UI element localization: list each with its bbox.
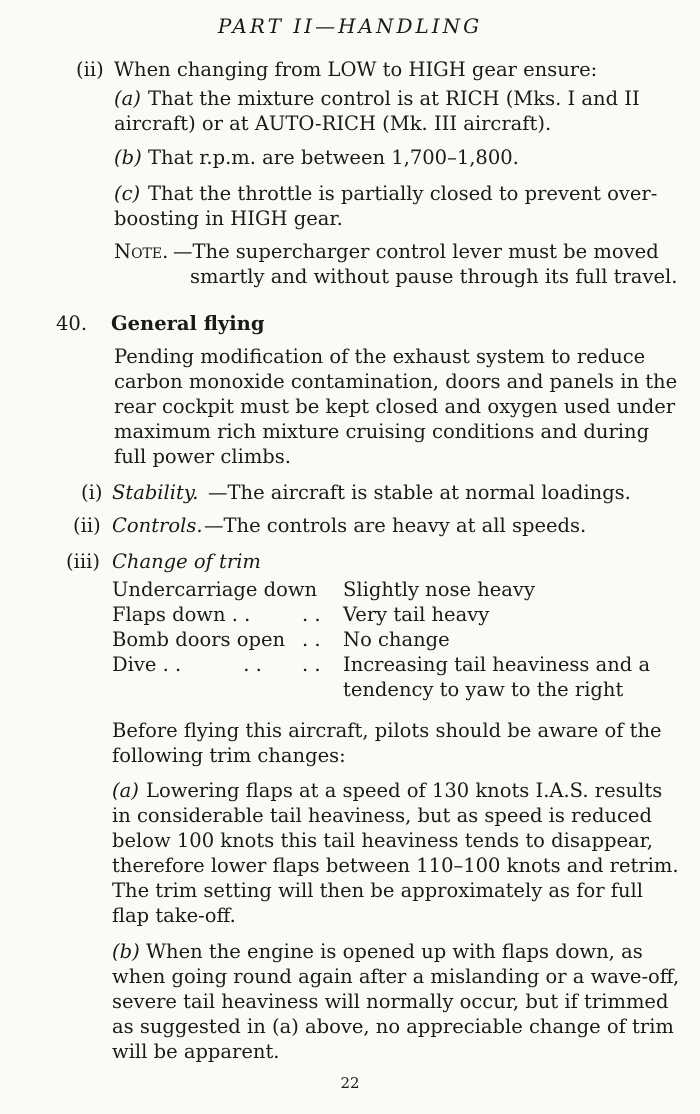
trim-marker: (iii): [66, 550, 100, 573]
item-c-line2: boosting in HIGH gear.: [114, 207, 343, 230]
item-c-marker: (c): [114, 182, 141, 205]
item-ii-marker: (ii): [76, 58, 104, 81]
trim-effect: No change: [343, 628, 450, 651]
controls-text: —The controls are heavy at all speeds.: [204, 514, 587, 537]
para-line: in considerable tail heaviness, but as speed is reduced: [112, 804, 652, 827]
para-line: full power climbs.: [114, 445, 291, 468]
para-line: The trim setting will then be approximately as for full: [112, 879, 643, 902]
trim-condition: Undercarriage down: [112, 578, 318, 601]
note-line2: smartly and without pause through its full travel.: [190, 265, 678, 288]
item-a-line2: aircraft) or at AUTO-RICH (Mk. III aircraft).: [114, 112, 552, 135]
para-line: carbon monoxide contamination, doors and panels in the: [114, 370, 678, 393]
trim-dots: . .: [302, 628, 321, 651]
para-line: when going round again after a mislanding or a wave-off,: [112, 965, 680, 988]
item-c-line1: That the throttle is partially closed to prevent over-: [148, 182, 658, 205]
para-line: When the engine is opened up with flaps down, as: [146, 940, 643, 963]
para-line: will be apparent.: [112, 1040, 280, 1063]
item-b-text: That r.p.m. are between 1,700–1,800.: [148, 146, 519, 169]
section-title: General flying: [111, 312, 265, 335]
para-line: rear cockpit must be kept closed and oxygen used under: [114, 395, 676, 418]
item-ii-text: When changing from LOW to HIGH gear ensure:: [114, 58, 598, 81]
trim-condition: Bomb doors open: [112, 628, 286, 651]
para-line: below 100 knots this tail heaviness tends to disappear,: [112, 829, 653, 852]
para-a-marker: (a): [112, 779, 139, 802]
trim-effect: Very tail heavy: [343, 603, 490, 626]
trim-dots: . .: [302, 653, 321, 676]
stability-marker: (i): [81, 481, 103, 504]
trim-title: Change of trim: [112, 550, 261, 573]
trim-effect: Increasing tail heaviness and a: [343, 653, 651, 676]
trim-condition: Dive . . . .: [112, 653, 262, 676]
trim-effect-continued: tendency to yaw to the right: [343, 678, 624, 701]
controls-marker: (ii): [73, 514, 101, 537]
para-line: maximum rich mixture cruising conditions and during: [114, 420, 650, 443]
para-line: as suggested in (a) above, no appreciable change of trim: [112, 1015, 674, 1038]
item-a-marker: (a): [114, 87, 141, 110]
controls-title: Controls.: [112, 514, 203, 537]
para-line: Pending modification of the exhaust system to reduce: [114, 345, 646, 368]
stability-title: Stability.: [112, 481, 199, 504]
para-line: flap take-off.: [112, 904, 236, 927]
item-a-line1: That the mixture control is at RICH (Mks. I and II: [148, 87, 640, 110]
section-number: 40.: [56, 312, 88, 335]
note-line1: —The supercharger control lever must be moved: [173, 240, 659, 263]
trim-effect: Slightly nose heavy: [343, 578, 535, 601]
stability-text: —The aircraft is stable at normal loadings.: [208, 481, 631, 504]
para-line: Before flying this aircraft, pilots should be aware of the: [112, 719, 662, 742]
para-b-marker: (b): [112, 940, 140, 963]
item-b-marker: (b): [114, 146, 142, 169]
para-line: Lowering flaps at a speed of 130 knots I.A.S. results: [146, 779, 663, 802]
page-number: 22: [340, 1074, 360, 1092]
para-line: therefore lower flaps between 110–100 knots and retrim.: [112, 854, 679, 877]
note-label: Note.: [114, 240, 169, 263]
page-header: PART II—HANDLING: [217, 14, 483, 38]
trim-condition: Flaps down . .: [112, 603, 251, 626]
para-line: severe tail heaviness will normally occur, but if trimmed: [112, 990, 669, 1013]
trim-dots: . .: [302, 603, 321, 626]
para-line: following trim changes:: [112, 744, 346, 767]
